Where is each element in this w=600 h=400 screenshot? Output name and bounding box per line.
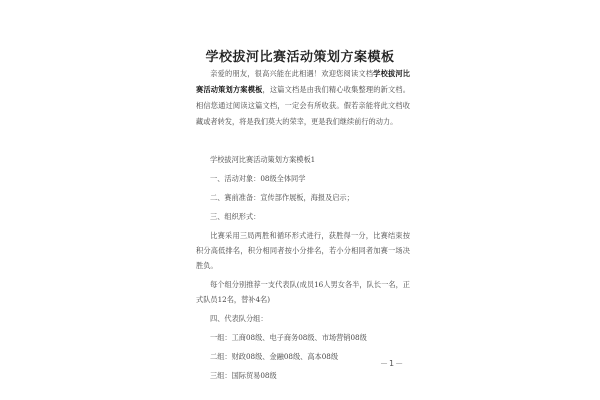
competition-rules-text: 比赛采用三局两胜和循环形式进行，获胜得一分，比赛结束按积分高低排名，积分相同者按小分排名，若小分相同者加赛一场决胜负。 <box>196 231 410 270</box>
body-line: 一、活动对象：08级全体同学 <box>210 174 306 183</box>
group-line: 二组：财政08级、金融08级、高本08级 <box>210 352 339 361</box>
section-heading: 学校拔河比赛活动策划方案模板1 <box>210 155 316 164</box>
document-title: 学校拔河比赛活动策划方案模板 <box>205 50 395 65</box>
group-line: 一组：工商08级、电子商务08级、市场营销08级 <box>210 333 367 342</box>
intro-paragraph <box>196 66 410 130</box>
page-number: －1－ <box>380 359 405 368</box>
intro-text-2: ，这篇文档是由我们精心收集整理的新文档。相信您通过阅读这篇文档，一定会有所收获。假若亲能将此文档收藏或者转发，将是我们莫大的荣幸，更是我们继续前行的动力。 <box>196 85 410 126</box>
body-line: 三、组织形式： <box>210 212 261 221</box>
competition-rules-paragraph <box>196 228 410 273</box>
group-line: 三组：国际贸易08级 <box>210 371 277 380</box>
body-line: 四、代表队分组： <box>210 314 268 323</box>
document-body <box>196 152 410 383</box>
body-line: 二、赛前准备：宣传部作展板，海报及启示； <box>210 193 354 202</box>
intro-text-1: 亲爱的朋友，很高兴能在此相遇！欢迎您阅读文档 <box>210 69 374 78</box>
intro-bold-title: 学校拔河比赛活动策划方案模板 <box>196 69 410 94</box>
team-composition-text: 每个组分别推荐一支代表队(成员16人男女各半，队长一名，正式队员12名，替补4名) <box>196 280 410 304</box>
team-composition-paragraph <box>196 277 410 307</box>
